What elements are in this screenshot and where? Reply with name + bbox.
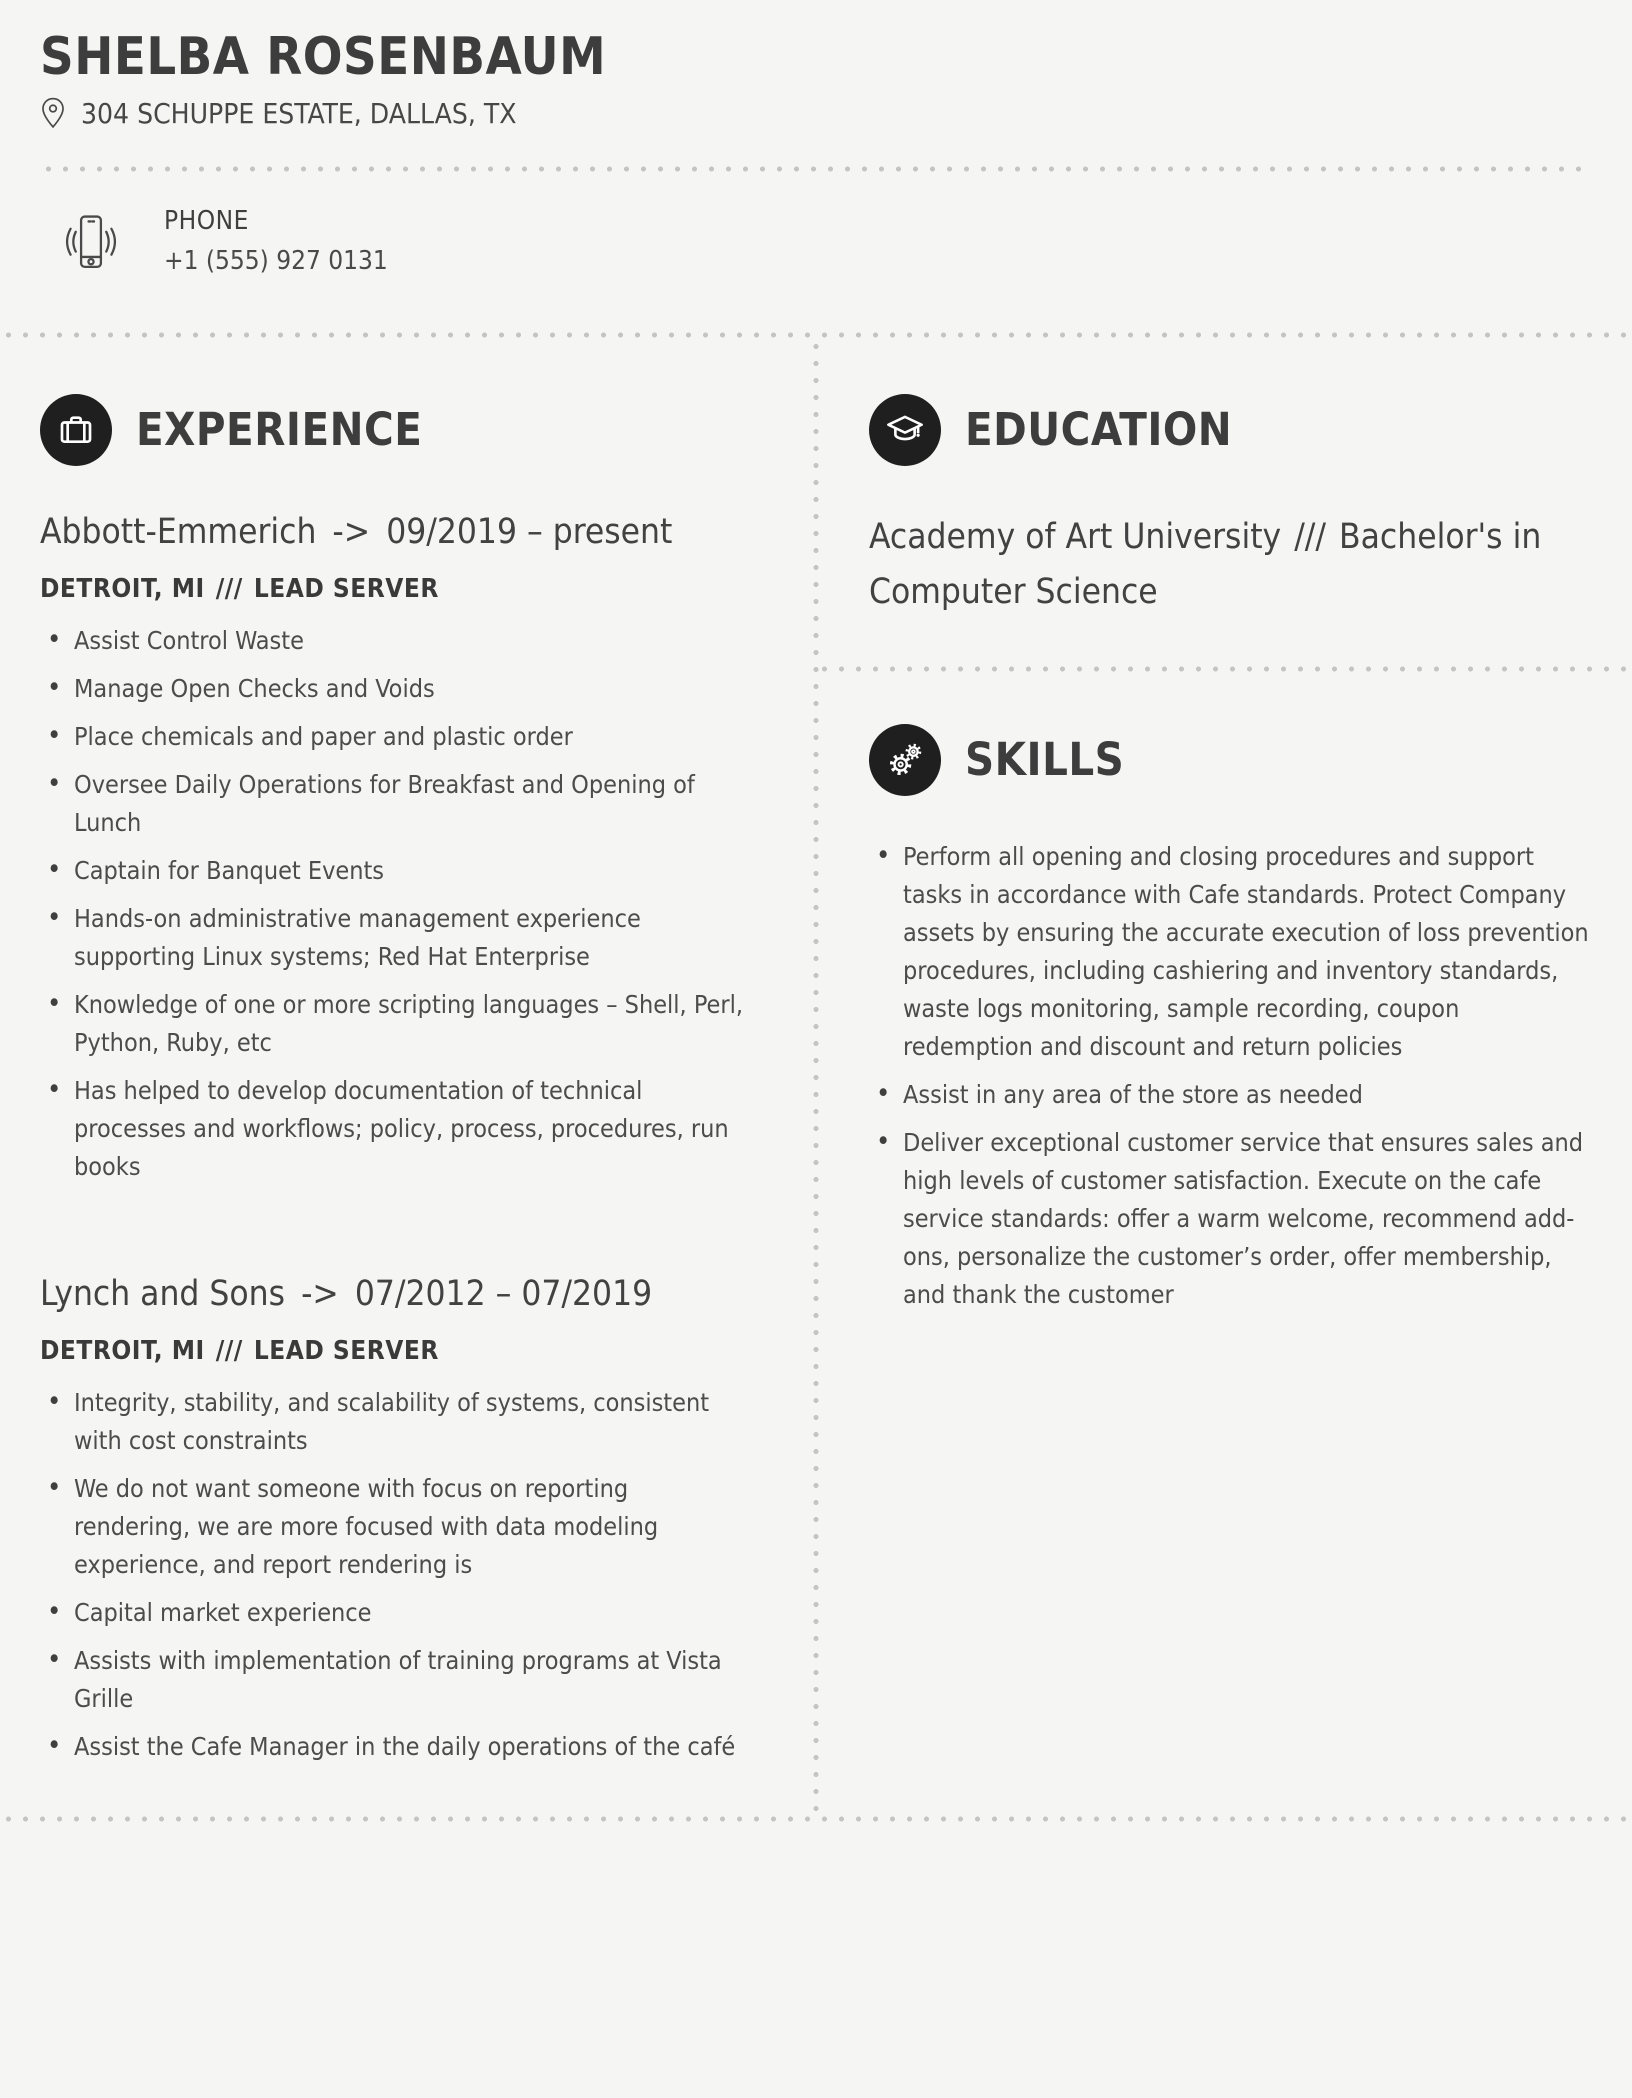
job-role: LEAD SERVER [253,573,439,604]
bullet-item: • Knowledge of one or more scripting languages – Shell, Perl, Python, Ruby, etc [74,986,747,1062]
contact-section [40,206,1592,298]
experience-column [40,338,813,1816]
job-bullet-list [40,622,747,1186]
bullet-item: • We do not want someone with focus on reporting rendering, we are more focused with data modeling experience, and report rendering is [74,1470,747,1584]
job-location: DETROIT, MI [40,1335,205,1366]
bullet-item: • Place chemicals and paper and plastic order [74,718,747,756]
experience-section [40,394,747,1766]
job-bullet-list [40,1384,747,1766]
dotted-divider-education [816,666,1632,672]
bullet-item: • Assist Control Waste [74,622,747,660]
dotted-divider-top [40,166,1592,172]
skills-bullet-list [869,838,1592,1314]
job-heading [40,512,747,552]
job-location: DETROIT, MI [40,573,205,604]
skills-section [869,724,1592,1314]
graduation-cap-icon [869,394,941,466]
education-header [869,394,1592,466]
phone-label: PHONE [164,205,249,236]
job-separator: /// [215,573,243,604]
job-company: Abbott-Emmerich [40,511,317,552]
skills-title: SKILLS [965,733,1125,787]
bullet-item: • Captain for Banquet Events [74,852,747,890]
phone-value: +1 (555) 927 0131 [164,245,388,276]
gears-icon [869,724,941,796]
person-name: SHELBA ROSENBAUM [40,27,607,87]
skills-header [869,724,1592,796]
job-dates: 07/2012 – 07/2019 [354,1273,653,1314]
bullet-item: • Capital market experience [74,1594,747,1632]
dotted-divider-bottom [0,1816,1632,1822]
bullet-item: • Assists with implementation of training programs at Vista Grille [74,1642,747,1718]
job-heading [40,1274,747,1314]
job-arrow: -> [332,511,371,552]
education-entry [869,510,1592,620]
bullet-item: • Perform all opening and closing procedures and support tasks in accordance with Cafe standards. Protect Company assets by ensuring the accurate execution of loss prevention procedures, including cashiering and inventory standards, waste logs monitoring, sample recording, coupon redemption and discount and return policies [903,838,1592,1066]
address-text: 304 SCHUPPE ESTATE, DALLAS, TX [81,96,517,130]
job-entry [40,512,747,1186]
job-dates: 09/2019 – present [386,511,673,552]
bullet-item: • Deliver exceptional customer service that ensures sales and high levels of customer satisfaction. Execute on the cafe service standards: offer a warm welcome, recommend add-ons, personalize the customer’s order, offer membership, and thank the customer [903,1124,1592,1314]
experience-header [40,394,747,466]
bullet-item: • Integrity, stability, and scalability of systems, consistent with cost constraints [74,1384,747,1460]
job-entry [40,1274,747,1766]
smartphone-icon [54,206,128,276]
education-section [869,394,1592,620]
experience-title: EXPERIENCE [136,403,423,457]
bullet-item: • Hands-on administrative management experience supporting Linux systems; Red Hat Enterprise [74,900,747,976]
job-role: LEAD SERVER [253,1335,439,1366]
job-arrow: -> [301,1273,339,1314]
briefcase-icon [40,394,112,466]
job-separator: /// [215,1335,243,1366]
bullet-item: • Oversee Daily Operations for Breakfast and Opening of Lunch [74,766,747,842]
education-degree: Bachelor's in Computer Science [869,516,1542,612]
right-column [819,338,1592,1816]
education-title: EDUCATION [965,403,1233,457]
content-columns [40,338,1592,1816]
phone-block [164,206,388,276]
bullet-item: • Manage Open Checks and Voids [74,670,747,708]
job-company: Lynch and Sons [40,1273,286,1314]
job-subheading [40,1336,747,1366]
location-pin-icon [40,97,66,129]
bullet-item: • Has helped to develop documentation of technical processes and workflows; policy, process, procedures, run books [74,1072,747,1186]
education-school: Academy of Art University [869,516,1282,557]
job-subheading [40,574,747,604]
bullet-item: • Assist in any area of the store as needed [903,1076,1592,1114]
address-row [40,97,1592,130]
resume-header [40,0,1592,130]
education-separator: /// [1294,516,1327,557]
bullet-item: • Assist the Cafe Manager in the daily operations of the café [74,1728,747,1766]
